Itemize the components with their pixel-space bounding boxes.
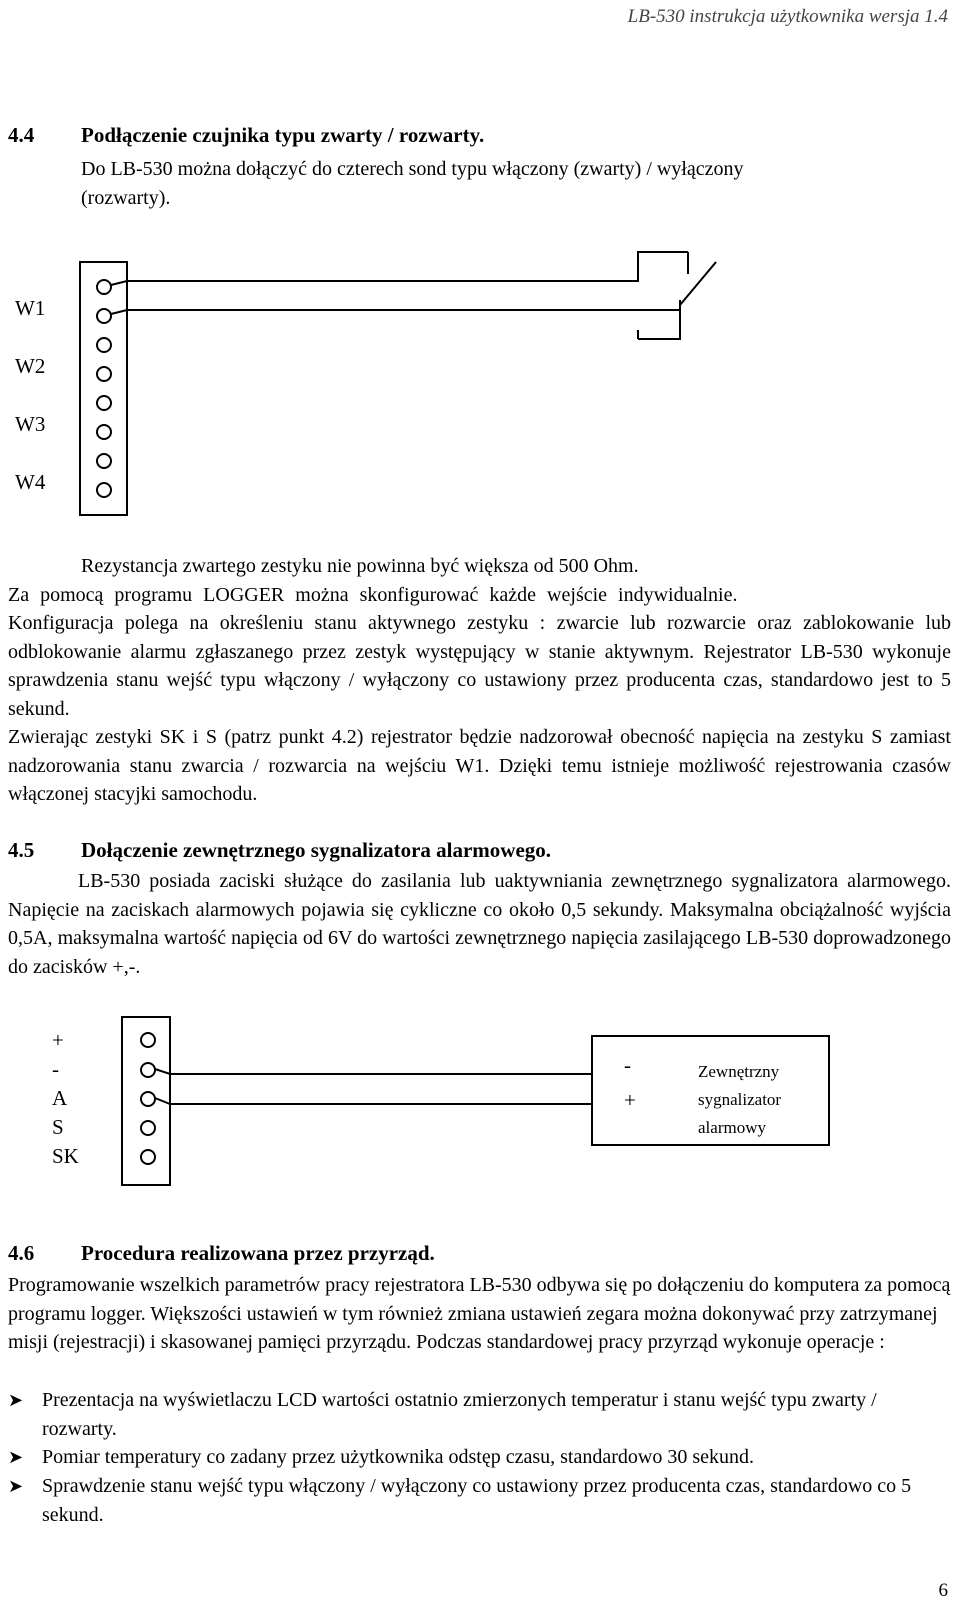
arrow-bullet-icon: ➤ (8, 1447, 24, 1467)
arrow-bullet-icon: ➤ (8, 1476, 24, 1496)
section-4-4-intro-line1: Do LB-530 można dołączyć do czterech sond typu włączony (zwarty) / wyłączony (81, 158, 744, 180)
section-number: 4.6 (8, 1241, 35, 1265)
terminal-1 (97, 280, 111, 294)
wire-top (111, 252, 688, 285)
terminal-label-w2: W2 (15, 354, 46, 378)
device-plus-label: + (624, 1088, 636, 1112)
section-4-4-intro-line2: (rozwarty). (81, 187, 171, 209)
section-4-4-paragraph: Konfiguracja polega na określeniu stanu aktywnego zestyku : zwarcie lub rozwarcie oraz zablokowanie lub odblokowanie alarmu zgłaszanego przez zestyk występujący w stanie aktywnym. Rejestrator LB-530 wykonuje sprawdzenia stanu wejść typu włączony / wyłączony co ustawiony przez producenta czas, standardowo jest to 5 sekund. (8, 612, 951, 720)
terminal-2 (97, 309, 111, 323)
section-4-4-paragraph-2: Zwierając zestyki SK i S (patrz punkt 4.2) rejestrator będzie nadzorował obecność napięcia na zestyku S zamiast nadzorowania stanu zwarcia / rozwarcia na wejściu W1. Dzięki temu istnieje możliwość rejestrowania czasów włączonej stacyjki samochodu. (8, 726, 951, 805)
alarm-label-minus: - (52, 1057, 59, 1081)
device-name-line1: Zewnętrzny (698, 1062, 780, 1081)
alarm-terminal-plus (141, 1033, 155, 1047)
terminal-8 (97, 483, 111, 497)
device-name-line3: alarmowy (698, 1118, 766, 1137)
page-number: 6 (938, 1580, 948, 1601)
section-4-6-paragraph: Programowanie wszelkich parametrów pracy rejestratora LB-530 odbywa się po dołączeniu do komputera za pomocą programu logger. Większości ustawień w tym również zmiana ustawień zegara można dokonywać przy zatrzymanej misji (rejestracji) i skasowanej pamięci przyrządu. Podczas standardowej pracy przyrząd wykonuje operacje : (8, 1274, 951, 1353)
list-item: Sprawdzenie stanu wejść typu włączony / wyłączony co ustawiony przez producenta czas, standardowo co 5 sekund. (42, 1475, 912, 1526)
section-4-6-heading (8, 1241, 435, 1266)
section-number: 4.4 (8, 123, 35, 147)
running-header: LB-530 instrukcja użytkownika wersja 1.4 (627, 6, 948, 27)
alarm-label-s: S (52, 1115, 64, 1139)
wire-minus (155, 1069, 592, 1074)
section-number: 4.5 (8, 838, 35, 862)
alarm-label-plus: + (52, 1028, 64, 1052)
device-name-line2: sygnalizator (698, 1090, 782, 1109)
terminal-label-w3: W3 (15, 412, 46, 436)
section-4-4-line2: Za pomocą programu LOGGER można skonfigurować każde wejście indywidualnie. (8, 584, 738, 606)
terminal-7 (97, 454, 111, 468)
terminal-label-w1: W1 (15, 296, 46, 320)
alarm-terminal-minus (141, 1063, 155, 1077)
section-4-4-line1: Rezystancja zwartego zestyku nie powinna być większa od 500 Ohm. (81, 555, 639, 577)
alarm-label-a: A (52, 1086, 68, 1110)
alarm-terminal-sk (141, 1150, 155, 1164)
terminal-block (80, 262, 127, 515)
switch-blade (680, 262, 716, 305)
wire-bottom (111, 310, 680, 339)
terminal-label-w4: W4 (15, 470, 46, 494)
alarm-terminal-a (141, 1092, 155, 1106)
terminal-6 (97, 425, 111, 439)
terminal-4 (97, 367, 111, 381)
section-title: Dołączenie zewnętrznego sygnalizatora alarmowego. (81, 838, 552, 862)
arrow-bullet-icon: ➤ (8, 1390, 24, 1410)
wire-a (155, 1098, 592, 1104)
list-item: Prezentacja na wyświetlaczu LCD wartości ostatnio zmierzonych temperatur i stanu wejść typu zwarty / rozwarty. (42, 1389, 877, 1440)
terminal-5 (97, 396, 111, 410)
alarm-terminal-s (141, 1121, 155, 1135)
terminal-3 (97, 338, 111, 352)
section-4-5-heading (8, 838, 551, 863)
list-item: Pomiar temperatury co zadany przez użytkownika odstęp czasu, standardowo 30 sekund. (42, 1446, 754, 1468)
alarm-label-sk: SK (52, 1144, 79, 1168)
section-title: Procedura realizowana przez przyrząd. (81, 1241, 435, 1265)
section-title: Podłączenie czujnika typu zwarty / rozwarty. (81, 123, 485, 147)
device-minus-label: - (624, 1053, 631, 1077)
section-4-5-paragraph: LB-530 posiada zaciski służące do zasilania lub uaktywniania zewnętrznego sygnalizatora alarmowego. Napięcie na zaciskach alarmowych pojawia się cykliczne co około 0,5 sekundy. Maksymalna obciążalność wyjścia 0,5A, maksymalna wartość napięcia od 6V do wartości zewnętrznego napięcia zasilającego LB-530 doprowadzonego do zacisków +,-. (8, 870, 951, 978)
